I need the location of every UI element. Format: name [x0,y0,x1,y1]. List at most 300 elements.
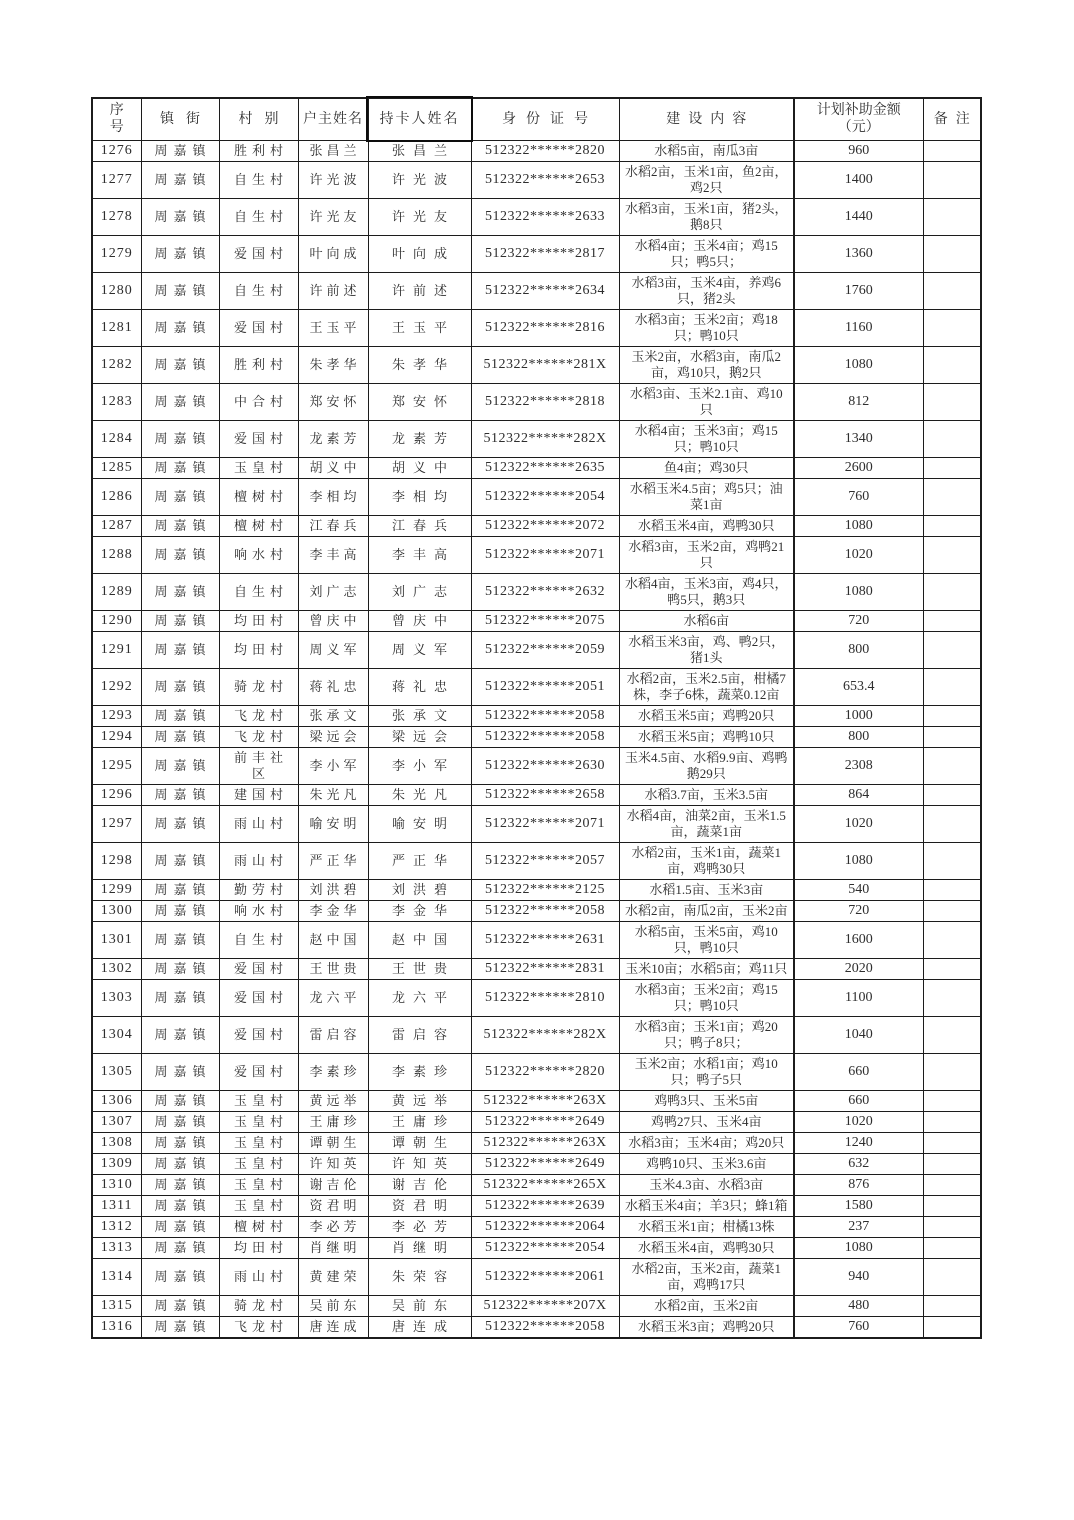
cell-construction-content: 水稻玉米3亩，鸡、鸭2只，猪1头 [619,631,794,668]
cell-id-number: 512322******2635 [471,457,619,478]
cell-remark [923,1316,981,1338]
cell-serial: 1297 [92,805,141,842]
cell-village: 均田村 [219,631,298,668]
cell-serial: 1286 [92,478,141,515]
cell-id-number: 512322******2125 [471,879,619,900]
table-row [92,668,981,705]
cell-cardholder-name: 许光波 [368,161,471,198]
cell-village: 玉皇村 [219,1111,298,1132]
cell-town: 周嘉镇 [141,726,219,747]
cell-subsidy-amount: 632 [794,1153,923,1174]
cell-householder-name: 朱光凡 [298,784,368,805]
cell-householder-name: 黄远举 [298,1090,368,1111]
cell-serial: 1307 [92,1111,141,1132]
cell-village: 响水村 [219,900,298,921]
cell-village: 飞龙村 [219,705,298,726]
cell-id-number: 512322******2058 [471,726,619,747]
cell-serial: 1313 [92,1237,141,1258]
cell-town: 周嘉镇 [141,842,219,879]
cell-subsidy-amount: 1760 [794,272,923,309]
cell-village: 中合村 [219,383,298,420]
cell-serial: 1283 [92,383,141,420]
cell-town: 周嘉镇 [141,1237,219,1258]
cell-remark [923,140,981,161]
cell-cardholder-name: 黄远举 [368,1090,471,1111]
cell-cardholder-name: 赵中国 [368,921,471,958]
cell-id-number: 512322******2831 [471,958,619,979]
cell-serial: 1298 [92,842,141,879]
cell-id-number: 512322******2071 [471,536,619,573]
cell-village: 胜利村 [219,140,298,161]
cell-remark [923,1174,981,1195]
cell-remark [923,979,981,1016]
cell-householder-name: 郑安怀 [298,383,368,420]
cell-remark [923,1090,981,1111]
cell-construction-content: 水稻玉米4亩；羊3只；蜂1箱 [619,1195,794,1216]
cell-town: 周嘉镇 [141,272,219,309]
cell-serial: 1294 [92,726,141,747]
cell-cardholder-name: 刘洪碧 [368,879,471,900]
cell-serial: 1312 [92,1216,141,1237]
cell-construction-content: 玉米2亩，水稻3亩，南瓜2亩，鸡10只，鹅2只 [619,346,794,383]
table-row [92,383,981,420]
table-row [92,1237,981,1258]
cell-id-number: 512322******2072 [471,515,619,536]
cell-remark [923,235,981,272]
cell-village: 自生村 [219,161,298,198]
table-row [92,1316,981,1338]
cell-town: 周嘉镇 [141,383,219,420]
cell-construction-content: 鸡鸭3只、玉米5亩 [619,1090,794,1111]
table-row [92,921,981,958]
cell-village: 雨山村 [219,805,298,842]
cell-serial: 1287 [92,515,141,536]
cell-serial: 1296 [92,784,141,805]
cell-cardholder-name: 肖继明 [368,1237,471,1258]
cell-householder-name: 谭朝生 [298,1132,368,1153]
cell-construction-content: 水稻3亩；玉米2亩；鸡18只；鸭10只 [619,309,794,346]
cell-construction-content: 水稻3亩，玉米1亩，猪2头，鹅8只 [619,198,794,235]
cell-subsidy-amount: 1100 [794,979,923,1016]
cell-village: 爱国村 [219,958,298,979]
cell-construction-content: 水稻玉米5亩；鸡鸭10只 [619,726,794,747]
cell-cardholder-name: 王庸珍 [368,1111,471,1132]
cell-serial: 1310 [92,1174,141,1195]
cell-serial: 1302 [92,958,141,979]
cell-serial: 1279 [92,235,141,272]
cell-serial: 1309 [92,1153,141,1174]
table-row [92,515,981,536]
cell-town: 周嘉镇 [141,235,219,272]
cell-serial: 1291 [92,631,141,668]
cell-id-number: 512322******2058 [471,900,619,921]
cell-id-number: 512322******2630 [471,747,619,784]
header-subsidy-amount [794,98,923,140]
cell-village: 飞龙村 [219,1316,298,1338]
cell-id-number: 512322******2058 [471,705,619,726]
table-row [92,726,981,747]
cell-town: 周嘉镇 [141,309,219,346]
cell-remark [923,726,981,747]
cell-village: 玉皇村 [219,1132,298,1153]
cell-subsidy-amount: 480 [794,1295,923,1316]
cell-serial: 1288 [92,536,141,573]
cell-serial: 1314 [92,1258,141,1295]
cell-subsidy-amount: 760 [794,478,923,515]
cell-serial: 1281 [92,309,141,346]
cell-subsidy-amount: 1240 [794,1132,923,1153]
cell-village: 爱国村 [219,420,298,457]
cell-remark [923,1258,981,1295]
cell-remark [923,383,981,420]
cell-town: 周嘉镇 [141,1195,219,1216]
cell-town: 周嘉镇 [141,705,219,726]
cell-town: 周嘉镇 [141,747,219,784]
cell-serial: 1301 [92,921,141,958]
cell-subsidy-amount: 1080 [794,1237,923,1258]
cell-householder-name: 李必芳 [298,1216,368,1237]
cell-householder-name: 王庸珍 [298,1111,368,1132]
cell-village: 自生村 [219,573,298,610]
cell-town: 周嘉镇 [141,1090,219,1111]
cell-id-number: 512322******2058 [471,1316,619,1338]
cell-subsidy-amount: 800 [794,726,923,747]
table-row [92,1216,981,1237]
cell-construction-content: 玉米4.3亩、水稻3亩 [619,1174,794,1195]
cell-serial: 1316 [92,1316,141,1338]
cell-householder-name: 龙素芳 [298,420,368,457]
cell-subsidy-amount: 1020 [794,805,923,842]
cell-subsidy-amount: 237 [794,1216,923,1237]
cell-householder-name: 王世贵 [298,958,368,979]
cell-householder-name: 严正华 [298,842,368,879]
cell-town: 周嘉镇 [141,457,219,478]
cell-remark [923,610,981,631]
cell-householder-name: 张承文 [298,705,368,726]
cell-village: 玉皇村 [219,1174,298,1195]
cell-cardholder-name: 刘广志 [368,573,471,610]
cell-construction-content: 水稻4亩，玉米3亩，鸡4只，鸭5只，鹅3只 [619,573,794,610]
cell-id-number: 512322******2653 [471,161,619,198]
cell-village: 玉皇村 [219,457,298,478]
cell-town: 周嘉镇 [141,1053,219,1090]
cell-town: 周嘉镇 [141,346,219,383]
cell-remark [923,1153,981,1174]
header-remark: 备注 [923,98,981,140]
cell-cardholder-name: 龙素芳 [368,420,471,457]
cell-remark [923,309,981,346]
cell-subsidy-amount: 1040 [794,1016,923,1053]
cell-id-number: 512322******2059 [471,631,619,668]
cell-serial: 1305 [92,1053,141,1090]
table-row [92,346,981,383]
cell-remark [923,1195,981,1216]
cell-village: 均田村 [219,610,298,631]
cell-town: 周嘉镇 [141,1111,219,1132]
cell-householder-name: 肖继明 [298,1237,368,1258]
cell-remark [923,573,981,610]
cell-subsidy-amount: 2308 [794,747,923,784]
cell-subsidy-amount: 876 [794,1174,923,1195]
cell-town: 周嘉镇 [141,478,219,515]
cell-town: 周嘉镇 [141,515,219,536]
cell-serial: 1278 [92,198,141,235]
cell-id-number: 512322******2631 [471,921,619,958]
cell-town: 周嘉镇 [141,573,219,610]
cell-serial: 1295 [92,747,141,784]
cell-householder-name: 谢吉伦 [298,1174,368,1195]
cell-subsidy-amount: 653.4 [794,668,923,705]
cell-serial: 1299 [92,879,141,900]
header-town: 镇街 [141,98,219,140]
cell-remark [923,842,981,879]
cell-construction-content: 水稻3亩、玉米2.1亩、鸡10只 [619,383,794,420]
cell-remark [923,1016,981,1053]
cell-cardholder-name: 朱光凡 [368,784,471,805]
cell-cardholder-name: 李必芳 [368,1216,471,1237]
cell-village: 玉皇村 [219,1153,298,1174]
table-row [92,1132,981,1153]
cell-village: 骑龙村 [219,1295,298,1316]
cell-householder-name: 周义军 [298,631,368,668]
cell-subsidy-amount: 812 [794,383,923,420]
table-row [92,478,981,515]
cell-cardholder-name: 李小军 [368,747,471,784]
cell-householder-name: 赵中国 [298,921,368,958]
cell-construction-content: 水稻3亩；玉米2亩；鸡15只；鸭10只 [619,979,794,1016]
cell-id-number: 512322******2820 [471,1053,619,1090]
table-row [92,1153,981,1174]
cell-town: 周嘉镇 [141,536,219,573]
cell-cardholder-name: 曾庆中 [368,610,471,631]
cell-construction-content: 水稻6亩 [619,610,794,631]
cell-village: 自生村 [219,198,298,235]
cell-subsidy-amount: 660 [794,1053,923,1090]
cell-town: 周嘉镇 [141,631,219,668]
table-row [92,140,981,161]
cell-town: 周嘉镇 [141,805,219,842]
table-row [92,1053,981,1090]
cell-village: 玉皇村 [219,1090,298,1111]
cell-serial: 1308 [92,1132,141,1153]
cell-cardholder-name: 梁远会 [368,726,471,747]
cell-subsidy-amount: 1440 [794,198,923,235]
cell-village: 玉皇村 [219,1195,298,1216]
cell-serial: 1289 [92,573,141,610]
cell-remark [923,1216,981,1237]
table-row [92,573,981,610]
cell-town: 周嘉镇 [141,1174,219,1195]
header-construction-content: 建设内容 [619,98,794,140]
cell-remark [923,272,981,309]
cell-remark [923,1295,981,1316]
cell-town: 周嘉镇 [141,161,219,198]
cell-subsidy-amount: 1080 [794,515,923,536]
cell-town: 周嘉镇 [141,420,219,457]
cell-construction-content: 玉米2亩；水稻1亩；鸡10只；鸭子5只 [619,1053,794,1090]
cell-village: 均田村 [219,1237,298,1258]
cell-subsidy-amount: 1080 [794,346,923,383]
cell-householder-name: 龙六平 [298,979,368,1016]
cell-construction-content: 水稻2亩，玉米2亩 [619,1295,794,1316]
cell-householder-name: 梁远会 [298,726,368,747]
cell-cardholder-name: 朱荣容 [368,1258,471,1295]
cell-id-number: 512322******2057 [471,842,619,879]
cell-construction-content: 水稻1.5亩、玉米3亩 [619,879,794,900]
cell-town: 周嘉镇 [141,1153,219,1174]
header-row [92,98,981,140]
cell-householder-name: 叶向成 [298,235,368,272]
cell-subsidy-amount: 1080 [794,573,923,610]
cell-remark [923,747,981,784]
cell-serial: 1285 [92,457,141,478]
cell-serial: 1280 [92,272,141,309]
table-row [92,536,981,573]
cell-construction-content: 玉米4.5亩、水稻9.9亩、鸡鸭鹅29只 [619,747,794,784]
cell-cardholder-name: 李金华 [368,900,471,921]
cell-serial: 1292 [92,668,141,705]
cell-subsidy-amount: 864 [794,784,923,805]
table-row [92,1090,981,1111]
cell-town: 周嘉镇 [141,140,219,161]
cell-serial: 1276 [92,140,141,161]
cell-construction-content: 水稻2亩，玉米1亩，蔬菜1亩，鸡鸭30只 [619,842,794,879]
cell-village: 檀树村 [219,1216,298,1237]
cell-id-number: 512322******2649 [471,1111,619,1132]
cell-village: 爱国村 [219,309,298,346]
cell-remark [923,161,981,198]
cell-remark [923,705,981,726]
cell-remark [923,198,981,235]
cell-cardholder-name: 李相均 [368,478,471,515]
cell-village: 飞龙村 [219,726,298,747]
table-row [92,958,981,979]
cell-town: 周嘉镇 [141,1316,219,1338]
cell-cardholder-name: 吴前东 [368,1295,471,1316]
cell-cardholder-name: 李素珍 [368,1053,471,1090]
cell-id-number: 512322******2633 [471,198,619,235]
cell-town: 周嘉镇 [141,1258,219,1295]
cell-construction-content: 水稻4亩；玉米4亩；鸡15只；鸭5只； [619,235,794,272]
cell-village: 响水村 [219,536,298,573]
cell-cardholder-name: 叶向成 [368,235,471,272]
cell-construction-content: 水稻玉米4.5亩；鸡5只；油菜1亩 [619,478,794,515]
cell-subsidy-amount: 1020 [794,1111,923,1132]
cell-householder-name: 王玉平 [298,309,368,346]
cell-cardholder-name: 资君明 [368,1195,471,1216]
cell-remark [923,668,981,705]
table-row [92,1195,981,1216]
cell-householder-name: 李金华 [298,900,368,921]
cell-serial: 1290 [92,610,141,631]
table-row [92,161,981,198]
cell-construction-content: 水稻玉米4亩，鸡鸭30只 [619,1237,794,1258]
cell-remark [923,631,981,668]
table-row [92,705,981,726]
cell-construction-content: 水稻玉米1亩；柑橘13株 [619,1216,794,1237]
table-row [92,1016,981,1053]
header-village: 村别 [219,98,298,140]
header-householder-name: 户主姓名 [298,98,368,140]
cell-id-number: 512322******282X [471,1016,619,1053]
cell-subsidy-amount: 720 [794,900,923,921]
table-row [92,900,981,921]
cell-subsidy-amount: 800 [794,631,923,668]
cell-subsidy-amount: 940 [794,1258,923,1295]
table-row [92,235,981,272]
cell-village: 建国村 [219,784,298,805]
cell-id-number: 512322******2658 [471,784,619,805]
cell-serial: 1306 [92,1090,141,1111]
cell-householder-name: 喻安明 [298,805,368,842]
cell-town: 周嘉镇 [141,198,219,235]
cell-town: 周嘉镇 [141,1132,219,1153]
cell-remark [923,900,981,921]
cell-town: 周嘉镇 [141,610,219,631]
cell-cardholder-name: 蒋礼忠 [368,668,471,705]
cell-id-number: 512322******2075 [471,610,619,631]
cell-cardholder-name: 许前述 [368,272,471,309]
cell-cardholder-name: 王世贵 [368,958,471,979]
cell-village: 爱国村 [219,1016,298,1053]
header-id-number: 身份证号 [471,98,619,140]
subsidy-table [91,97,982,1339]
cell-cardholder-name: 郑安怀 [368,383,471,420]
table-row [92,747,981,784]
cell-remark [923,958,981,979]
cell-village: 勤劳村 [219,879,298,900]
cell-cardholder-name: 朱孝华 [368,346,471,383]
cell-construction-content: 水稻2亩，玉米2亩，蔬菜1亩，鸡鸭17只 [619,1258,794,1295]
cell-householder-name: 雷启容 [298,1016,368,1053]
cell-householder-name: 蒋礼忠 [298,668,368,705]
cell-id-number: 512322******2816 [471,309,619,346]
cell-subsidy-amount: 1600 [794,921,923,958]
cell-id-number: 512322******263X [471,1090,619,1111]
cell-cardholder-name: 喻安明 [368,805,471,842]
cell-subsidy-amount: 660 [794,1090,923,1111]
table-row [92,842,981,879]
cell-village: 爱国村 [219,235,298,272]
table-row [92,1111,981,1132]
table-row [92,420,981,457]
cell-remark [923,921,981,958]
cell-householder-name: 刘广志 [298,573,368,610]
table-row [92,272,981,309]
cell-serial: 1300 [92,900,141,921]
cell-construction-content: 水稻3亩，玉米4亩，养鸡6只，猪2头 [619,272,794,309]
cell-subsidy-amount: 2600 [794,457,923,478]
cell-cardholder-name: 龙六平 [368,979,471,1016]
cell-serial: 1282 [92,346,141,383]
cell-cardholder-name: 张昌兰 [368,140,471,161]
cell-serial: 1303 [92,979,141,1016]
cell-remark [923,784,981,805]
cell-construction-content: 水稻5亩，南瓜3亩 [619,140,794,161]
cell-householder-name: 许前述 [298,272,368,309]
cell-cardholder-name: 谢吉伦 [368,1174,471,1195]
cell-construction-content: 水稻2亩，玉米2.5亩，柑橘7株，李子6株，蔬菜0.12亩 [619,668,794,705]
cell-subsidy-amount: 1360 [794,235,923,272]
cell-id-number: 512322******2064 [471,1216,619,1237]
cell-id-number: 512322******2061 [471,1258,619,1295]
cell-construction-content: 水稻5亩，玉米5亩，鸡10只，鸭10只 [619,921,794,958]
cell-remark [923,1132,981,1153]
cell-cardholder-name: 雷启容 [368,1016,471,1053]
cell-village: 爱国村 [219,1053,298,1090]
cell-householder-name: 资君明 [298,1195,368,1216]
cell-remark [923,1053,981,1090]
